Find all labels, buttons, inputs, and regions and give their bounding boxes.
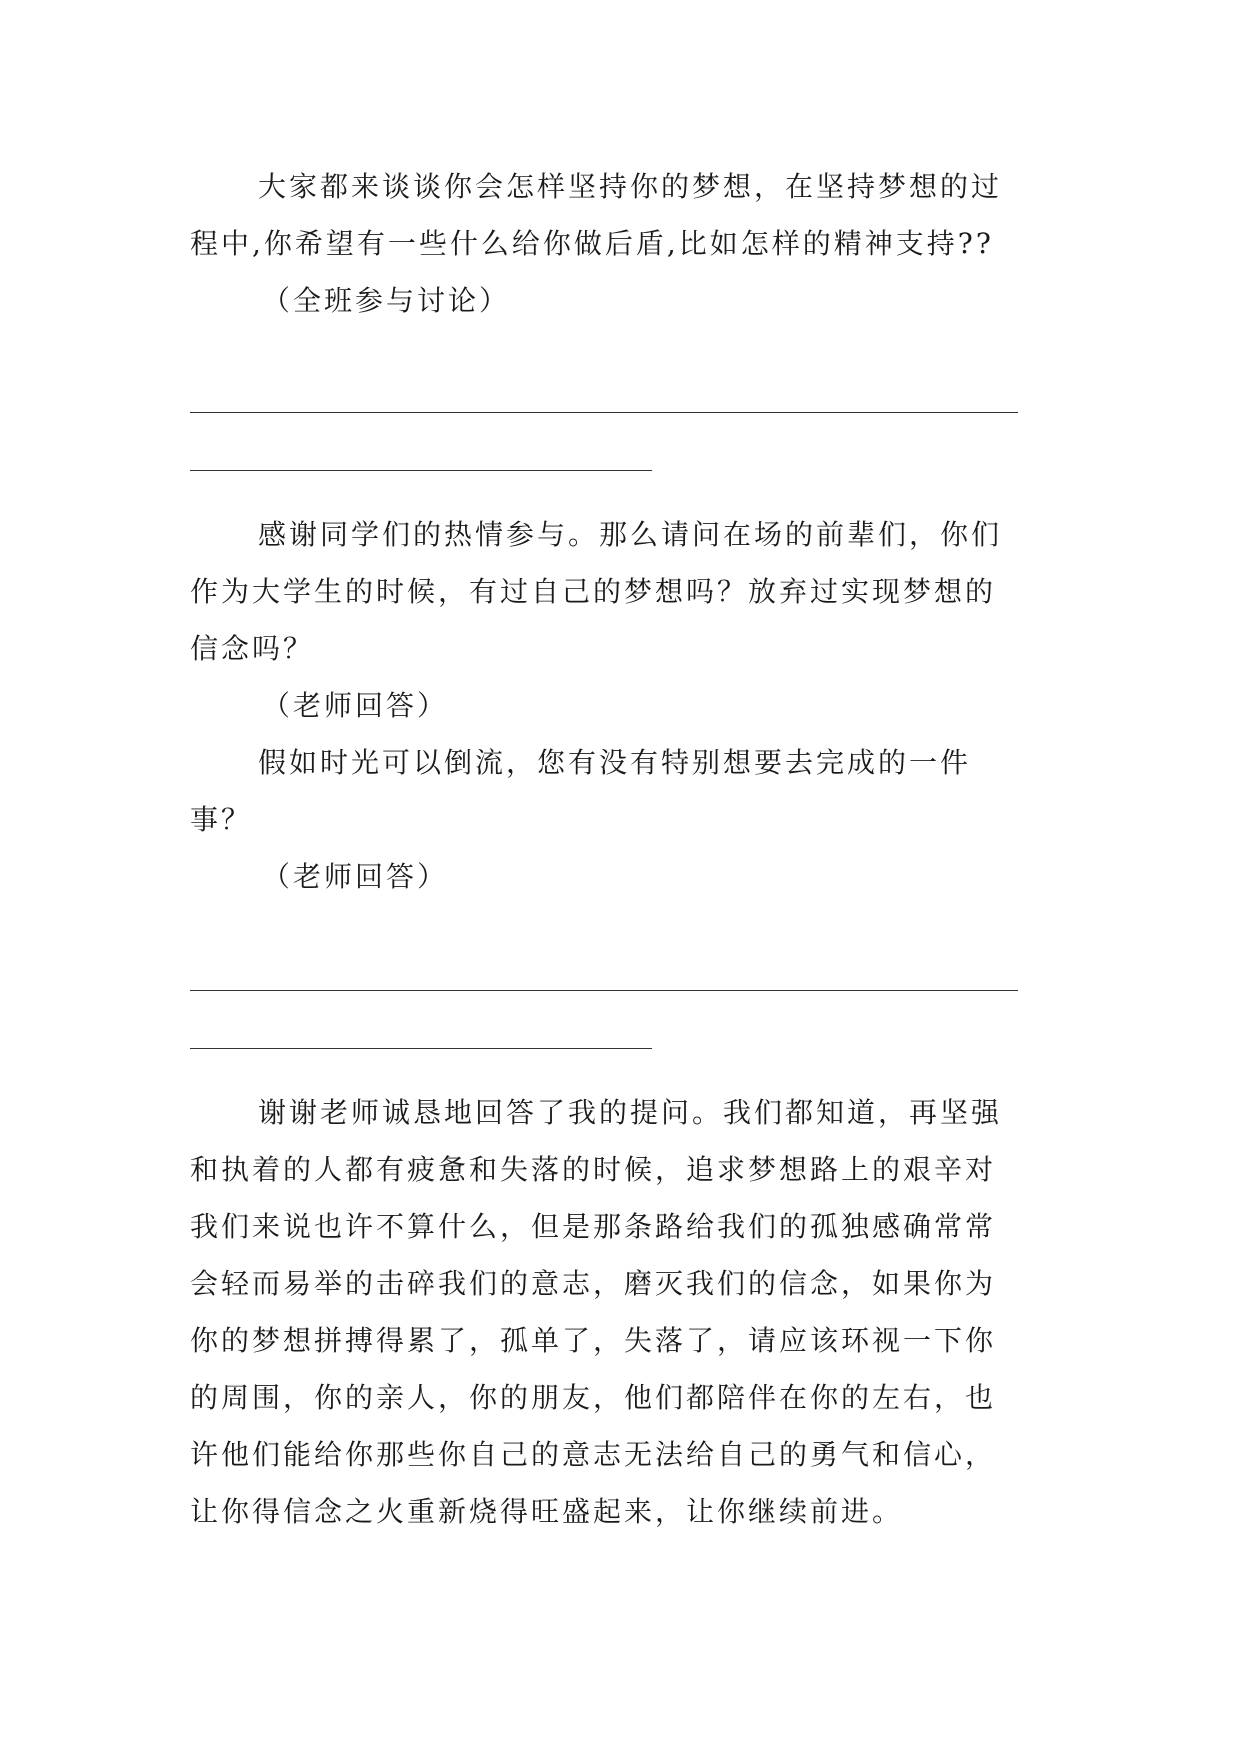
paragraph-3-line-1: 假如时光可以倒流，您有没有特别想要去完成的一件 (258, 746, 972, 779)
paragraph-4-line-4: 会轻而易举的击碎我们的意志，磨灭我们的信念，如果你为 (190, 1267, 997, 1300)
note-class-discussion: （全班参与讨论） (262, 284, 511, 317)
paragraph-4-line-2: 和执着的人都有疲惫和失落的时候，追求梦想路上的艰辛对 (190, 1153, 997, 1186)
paragraph-1-line-1: 大家都来谈谈你会怎样坚持你的梦想，在坚持梦想的过 (258, 170, 1003, 203)
paragraph-2-line-1: 感谢同学们的热情参与。那么请问在场的前辈们，你们 (258, 518, 1003, 551)
note-teacher-answer: （老师回答） (262, 689, 449, 722)
answer-line (190, 412, 1018, 413)
paragraph-4-line-3: 我们来说也许不算什么，但是那条路给我们的孤独感确常常 (190, 1210, 997, 1243)
paragraph-4-line-7: 许他们能给你那些你自己的意志无法给自己的勇气和信心， (190, 1438, 997, 1471)
paragraph-2-line-2: 作为大学生的时候，有过自己的梦想吗？放弃过实现梦想的 (190, 575, 997, 608)
answer-line (190, 470, 652, 471)
paragraph-3-line-2: 事？ (190, 803, 253, 836)
paragraph-4-line-1: 谢谢老师诚恳地回答了我的提问。我们都知道，再坚强 (258, 1096, 1003, 1129)
paragraph-1-line-2: 程中,你希望有一些什么给你做后盾,比如怎样的精神支持?? (190, 227, 994, 260)
note-teacher-answer: （老师回答） (262, 860, 449, 893)
paragraph-2-line-3: 信念吗？ (190, 632, 315, 665)
paragraph-4-line-5: 你的梦想拼搏得累了，孤单了，失落了，请应该环视一下你 (190, 1324, 997, 1357)
paragraph-4-line-6: 的周围，你的亲人，你的朋友，他们都陪伴在你的左右，也 (190, 1381, 997, 1414)
answer-line (190, 990, 1018, 991)
answer-line (190, 1048, 652, 1049)
paragraph-4-line-8: 让你得信念之火重新烧得旺盛起来，让你继续前进。 (190, 1495, 904, 1528)
